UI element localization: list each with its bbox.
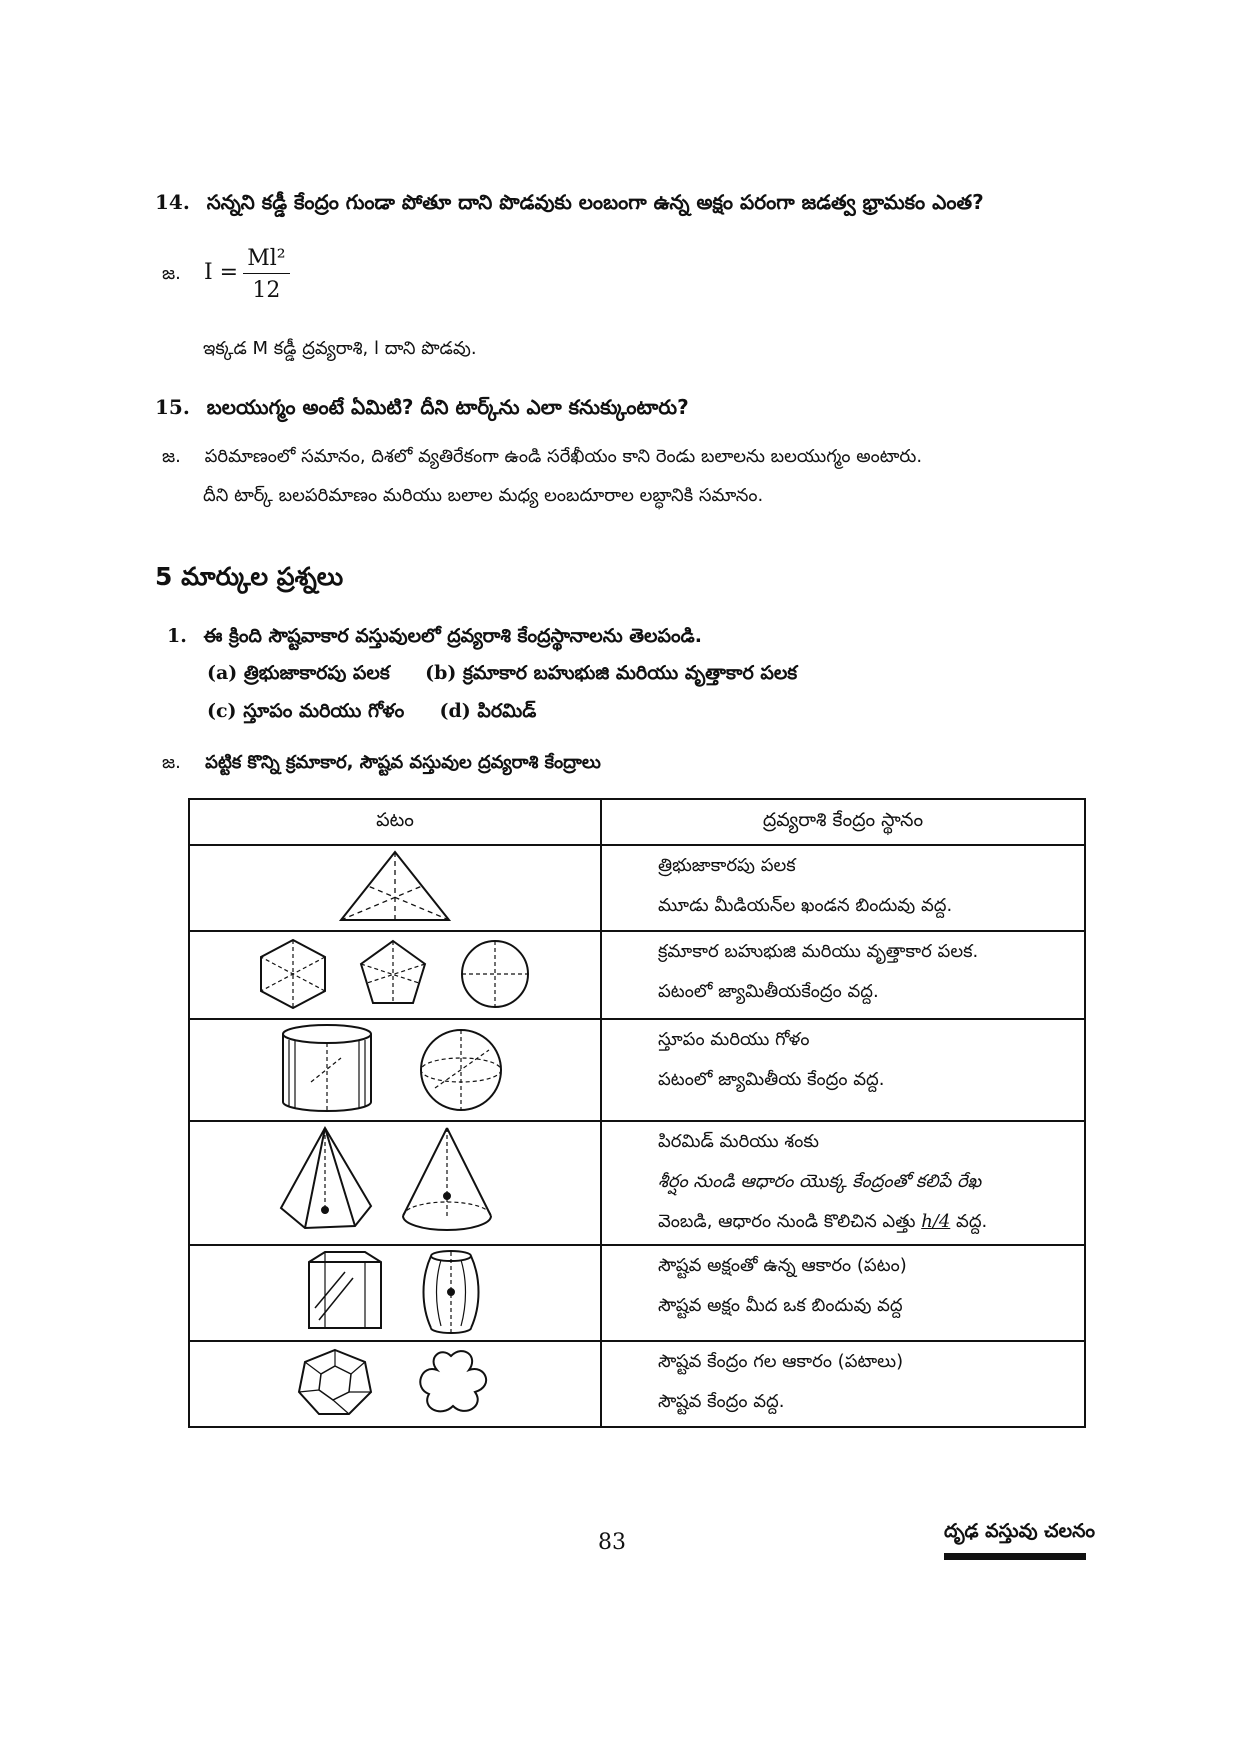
center-of-mass-table <box>188 798 1086 1428</box>
options-ab <box>207 662 797 689</box>
option-d-key: (d) <box>439 700 471 722</box>
answer-14-note: ఇక్కడ M కడ్డీ ద్రవ్యరాశి, l దాని పొడవు. <box>203 338 477 359</box>
question-14 <box>155 190 984 219</box>
header-figure: పటం <box>189 799 601 845</box>
option-b-key: (b) <box>425 662 457 684</box>
row-2-desc <box>601 931 1085 1019</box>
formula-denominator: 12 <box>252 278 281 303</box>
question-number: 14. <box>155 190 190 214</box>
pyramid-cone-figure <box>275 1124 515 1238</box>
answer-label: జ. <box>162 752 181 773</box>
question-1 <box>167 625 702 652</box>
row-3-line1: స్తూపం మరియు గోళం <box>658 1029 810 1050</box>
answer-text: పరిమాణంలో సమానం, దిశలో వ్యతిరేకంగా ఉండి సరేఖీయం కాని రెండు బలాలను బలయుగ్మం అంటారు. <box>204 446 923 467</box>
row-5-desc <box>601 1245 1085 1341</box>
option-c-key: (c) <box>207 700 237 722</box>
question-number: 15. <box>155 395 190 419</box>
figure-polygons-cell <box>189 931 601 1019</box>
row-4-line3-pre: వెంబడి, ఆధారం నుండి కొలిచిన ఎత్తు <box>658 1211 922 1232</box>
question-15 <box>155 395 689 424</box>
row-3-line2: పటంలో జ్యామితీయ కేంద్రం వద్ద. <box>658 1069 885 1090</box>
row-6-desc <box>601 1341 1085 1427</box>
header-position: ద్రవ్యరాశి కేంద్రం స్థానం <box>601 799 1085 845</box>
row-1-desc <box>601 845 1085 931</box>
answer-14-formula <box>162 246 290 303</box>
row-4-height-var: h/4 <box>921 1211 951 1232</box>
row-6-line2: సౌష్టవ కేంద్రం వద్ద. <box>658 1391 785 1412</box>
answer-label: జ. <box>162 263 181 284</box>
formula-fraction <box>243 246 289 303</box>
page-number: 83 <box>598 1530 626 1555</box>
row-4-line3-post: వద్ద. <box>950 1211 988 1232</box>
triangle-figure <box>335 846 455 926</box>
cylinder-sphere-figure <box>275 1022 515 1114</box>
section-heading: 5 మార్కుల ప్రశ్నలు <box>155 562 344 591</box>
center-shapes-figure <box>295 1346 495 1418</box>
option-a: త్రిభుజాకారపు పలక <box>243 662 390 684</box>
row-4-line3 <box>658 1202 1084 1242</box>
row-6-line1: సౌష్టవ కేంద్రం గల ఆకారం (పటాలు) <box>658 1351 904 1372</box>
axis-shapes-figure <box>295 1248 495 1334</box>
row-1-line1: త్రిభుజాకారపు పలక <box>658 855 796 876</box>
chapter-title: దృఢ వస్తువు చలనం <box>944 1520 1096 1542</box>
question-number: 1. <box>167 625 187 647</box>
answer-label: జ. <box>162 446 181 467</box>
table-row <box>189 1019 1085 1121</box>
table-row <box>189 1245 1085 1341</box>
question-text: బలయుగ్మం అంటే ఏమిటి? దీని టార్క్‌ను ఎలా కనుక్కుంటారు? <box>206 395 689 419</box>
row-4-line1: పిరమిడ్ మరియు శంకు <box>658 1131 820 1152</box>
row-5-line1: సౌష్టవ అక్షంతో ఉన్న ఆకారం (పటం) <box>658 1255 907 1276</box>
row-4-line2: శీర్షం నుండి ఆధారం యొక్క కేంద్రంతో కలిపే రేఖ <box>658 1171 982 1192</box>
row-4-desc <box>601 1121 1085 1245</box>
table-caption: పట్టిక కొన్ని క్రమాకార, సౌష్టవ వస్తువుల ద్రవ్యరాశి కేంద్రాలు <box>205 752 601 773</box>
table-row <box>189 931 1085 1019</box>
options-cd <box>207 700 536 727</box>
option-b: క్రమాకార బహుభుజి మరియు వృత్తాకార పలక <box>462 662 798 684</box>
footer-bar <box>944 1553 1086 1560</box>
figure-pyramid-cone-cell <box>189 1121 601 1245</box>
table-row <box>189 1341 1085 1427</box>
figure-center-shapes-cell <box>189 1341 601 1427</box>
table-row <box>189 1121 1085 1245</box>
option-c: స్తూపం మరియు గోళం <box>243 700 405 722</box>
row-2-line1: క్రమాకార బహుభుజి మరియు వృత్తాకార పలక. <box>658 941 979 962</box>
row-5-line2: సౌష్టవ అక్షం మీద ఒక బిందువు వద్ద <box>658 1295 903 1316</box>
polygons-figure <box>255 935 535 1011</box>
formula-lhs: I = <box>203 260 239 285</box>
row-2-line2: పటంలో జ్యామితీయకేంద్రం వద్ద. <box>658 981 879 1002</box>
row-3-desc <box>601 1019 1085 1121</box>
answer-15-line2: దీని టార్క్ బలపరిమాణం మరియు బలాల మధ్య లంబదూరాల లబ్ధానికి సమానం. <box>203 485 764 506</box>
table-header-row <box>189 799 1085 845</box>
formula-numerator: Ml² <box>243 246 289 274</box>
figure-axis-shapes-cell <box>189 1245 601 1341</box>
table-row <box>189 845 1085 931</box>
answer-1-intro <box>162 752 601 777</box>
option-a-key: (a) <box>207 662 238 684</box>
figure-triangle-cell <box>189 845 601 931</box>
row-1-line2: మూడు మీడియన్‌ల ఖండన బిందువు వద్ద. <box>658 895 953 916</box>
figure-cylinder-sphere-cell <box>189 1019 601 1121</box>
question-text: ఈ క్రింది సౌష్టవాకార వస్తువులలో ద్రవ్యరాశి కేంద్రస్థానాలను తెలపండి. <box>203 625 702 647</box>
answer-15-line1 <box>162 446 922 471</box>
question-text: సన్నని కడ్డీ కేంద్రం గుండా పోతూ దాని పొడవుకు లంబంగా ఉన్న అక్షం పరంగా జడత్వ భ్రామకం ఎంత? <box>206 190 984 214</box>
option-d: పిరమిడ్ <box>477 700 537 722</box>
